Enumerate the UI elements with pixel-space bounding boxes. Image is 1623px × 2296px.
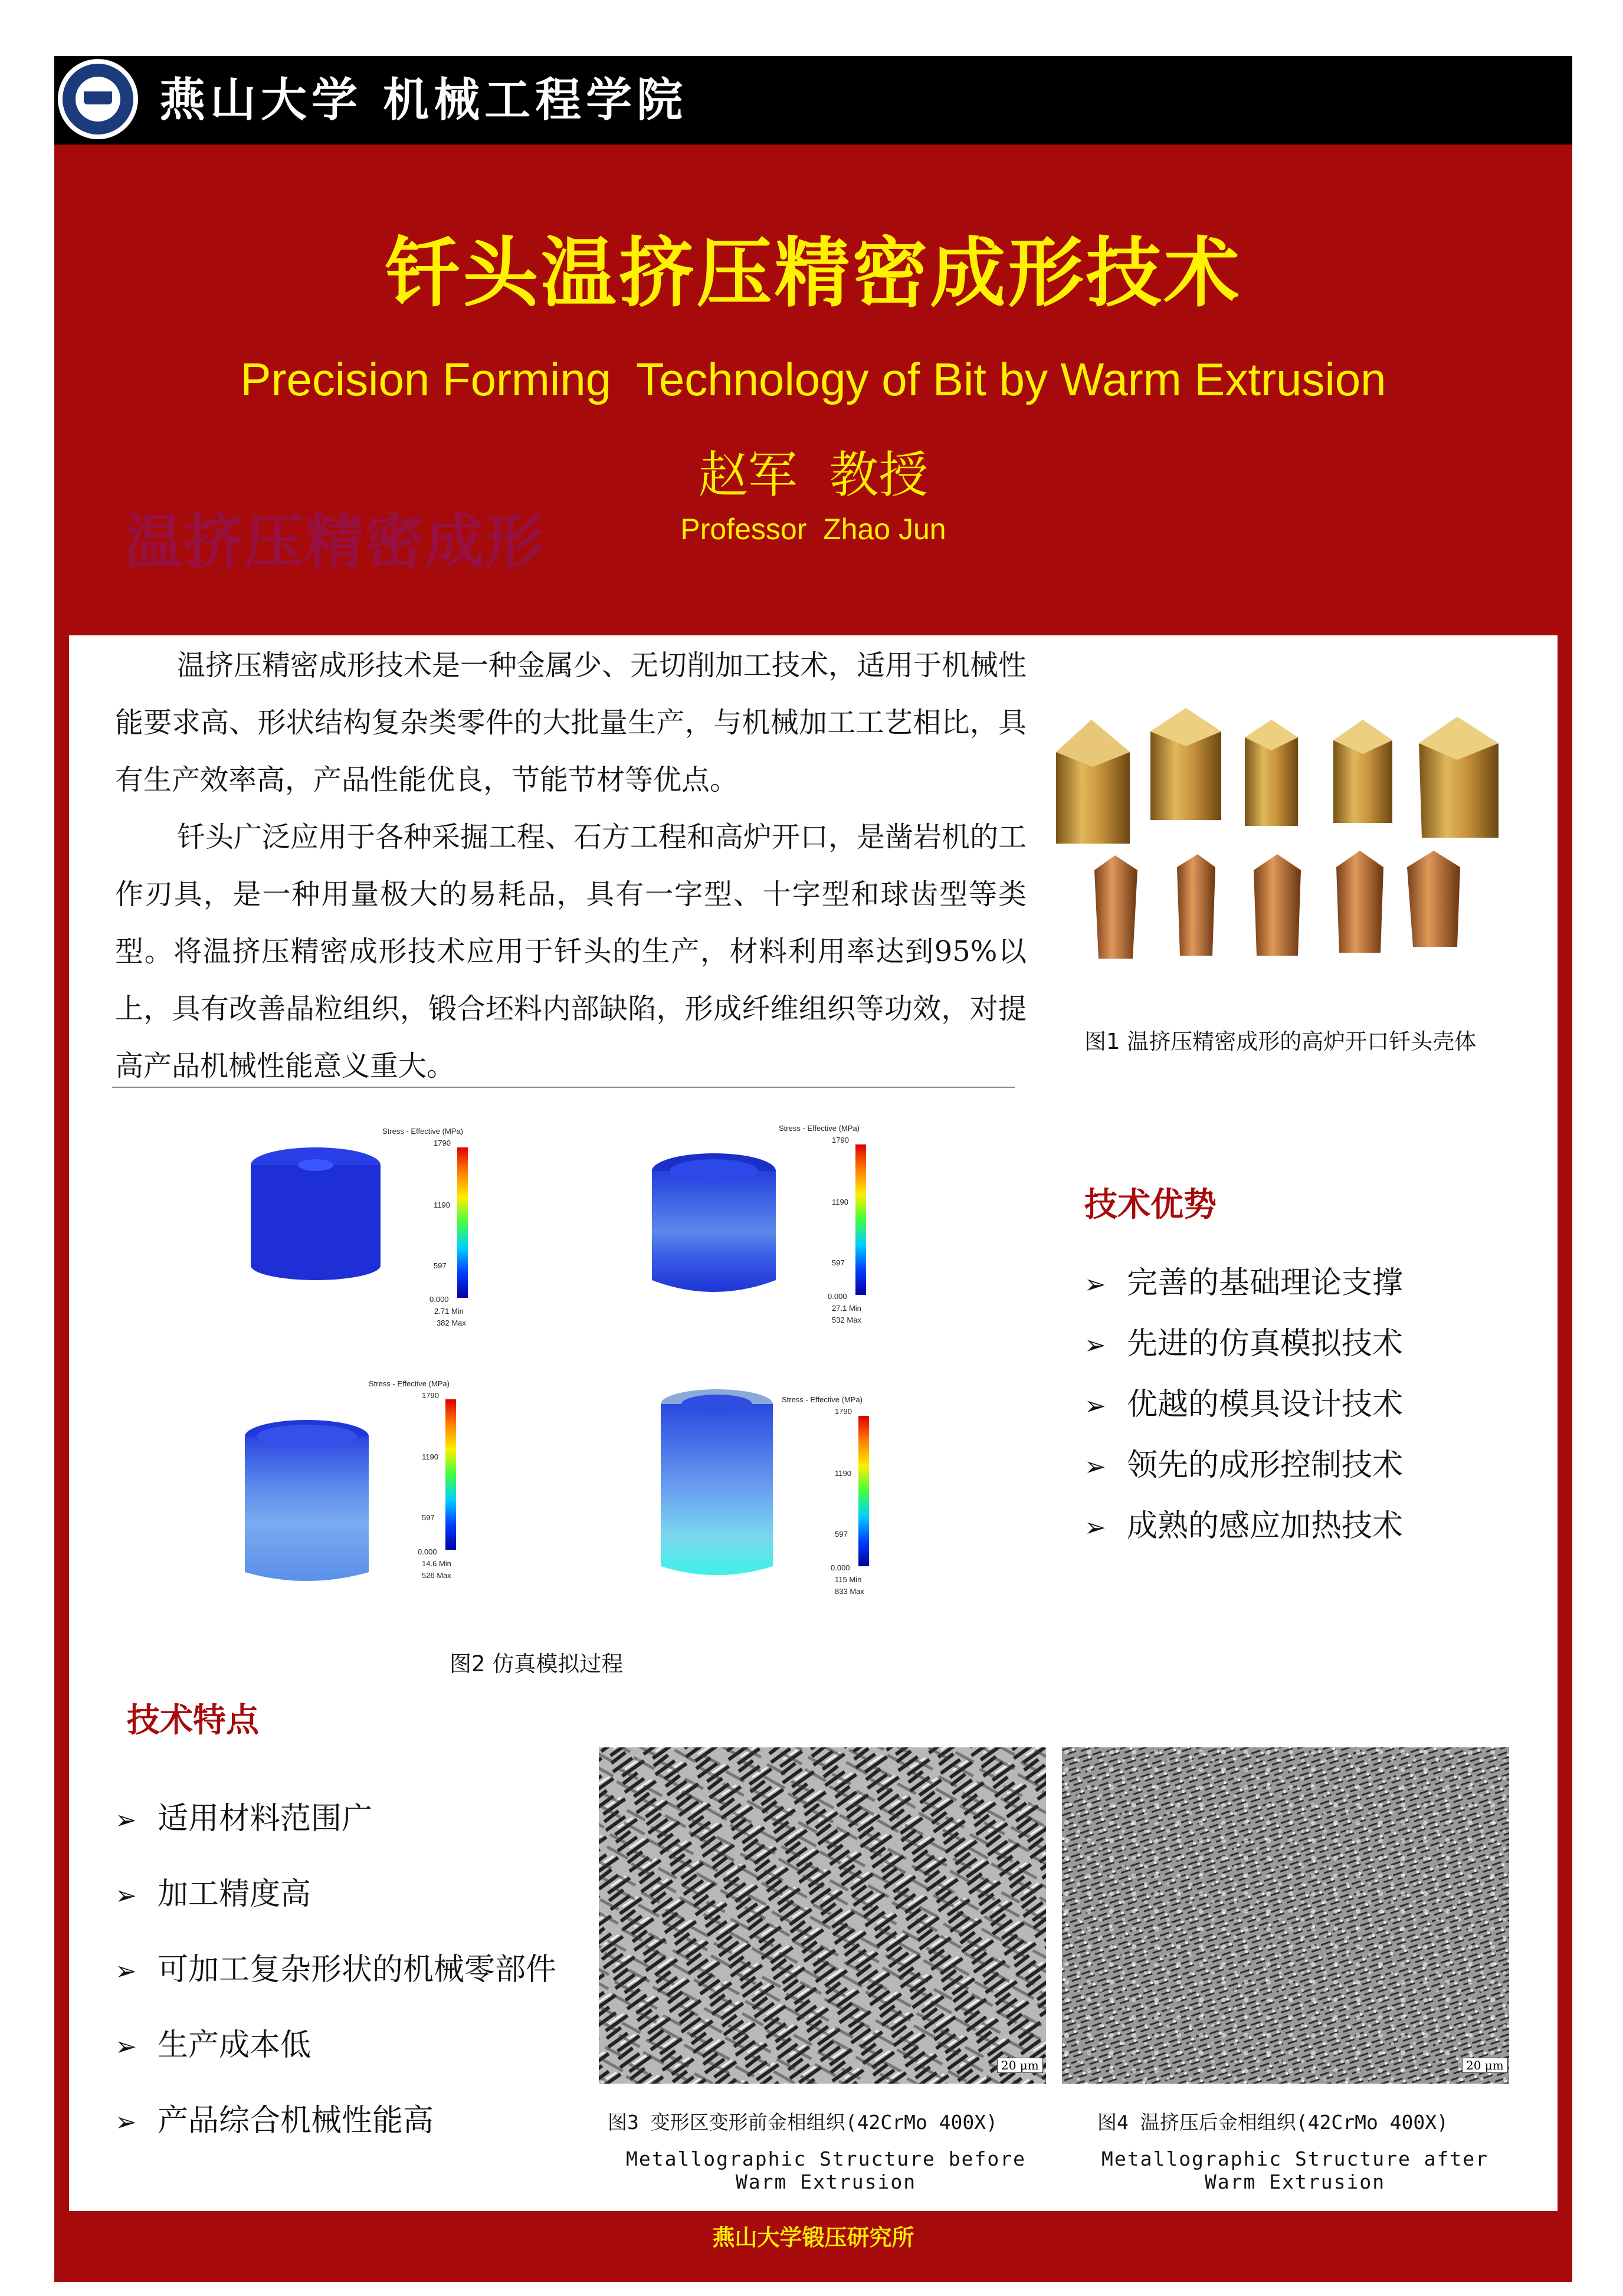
advantage-item: ➢ 先进的仿真模拟技术 [1084,1326,1404,1362]
author-english: Professor Zhao Jun [680,513,946,546]
tick-label: 597 [832,1258,845,1267]
figure-3-caption: 图3 变形区变形前金相组织(42CrMo 400X) [608,2111,998,2134]
figure-2-caption: 图2 仿真模拟过程 [450,1651,624,1677]
tick-label: 1190 [434,1201,450,1209]
tick-label: 1790 [422,1391,439,1400]
advantage-item: ➢ 完善的基础理论支撑 [1084,1265,1404,1301]
feature-item: ➢ 生产成本低 [115,2028,312,2063]
drill-bit-small-4 [1336,851,1383,953]
feature-item: ➢ 适用材料范围广 [115,1801,373,1836]
feature-item: ➢ 可加工复杂形状的机械零部件 [115,1952,557,1987]
tick-label: 1190 [835,1469,851,1478]
intro-paragraph-2: 钎头广泛应用于各种采掘工程、石方工程和高炉开口，是凿岩机的工作刃具，是一种用量极大的易耗品，具有一字型、十字型和球齿型等类型。将温挤压精密成形技术应用于钎头的生产，材料利用率达到95%以上，具有改善晶粒组织，锻合坯料内部缺陷，形成纤维组织等功效，对提高产品机械性能意义重大。 [115,821,1027,1083]
drill-bits-photo [1044,696,1528,973]
drill-bit-large-2 [1150,708,1221,820]
tick-label: 597 [835,1530,848,1539]
advantage-item: ➢ 成熟的感应加热技术 [1084,1508,1404,1544]
drill-bit-large-4 [1333,720,1392,823]
simulation-billet-4 [658,1386,776,1587]
min-value: 27.1 Min [832,1304,861,1313]
figure-4-caption: 图4 温挤压后金相组织(42CrMo 400X) [1097,2111,1449,2134]
drill-bit-large-5 [1419,717,1499,838]
frame-right [1558,635,1572,2281]
drill-bit-large-1 [1056,720,1130,844]
tick-label: 1790 [835,1407,852,1416]
max-value: 526 Max [422,1571,451,1580]
stress-colorbar [858,1416,869,1566]
features-heading: 技术特点 [127,1701,259,1740]
simulation-billet-3 [242,1416,372,1593]
drill-bit-small-5 [1407,851,1460,947]
figure-3-caption-english: Metallographic Structure before Warm Extrusion [626,2147,1026,2193]
stress-colorbar [445,1399,456,1550]
tick-label: 1190 [832,1198,848,1206]
min-value: 2.71 Min [434,1307,464,1316]
frame-left [54,635,69,2281]
feature-item: ➢ 加工精度高 [115,1877,312,1912]
title-chinese: 钎头温挤压精密成形技术 [385,229,1242,317]
author-chinese: 赵军 教授 [698,446,929,504]
legend-title: Stress - Effective (MPa) [369,1379,450,1388]
drill-bit-small-1 [1094,855,1137,959]
drill-bit-small-2 [1177,854,1215,956]
tick-label: 0.000 [418,1547,437,1556]
tick-label: 1790 [434,1139,451,1147]
max-value: 532 Max [832,1316,861,1324]
feature-item: ➢ 产品综合机械性能高 [115,2103,434,2138]
min-value: 115 Min [835,1575,862,1584]
simulation-billet-2 [649,1150,779,1304]
drill-bit-large-3 [1245,720,1298,826]
advantages-heading: 技术优势 [1084,1186,1217,1224]
intro-paragraph-1: 温挤压精密成形技术是一种金属少、无切削加工技术，适用于机械性能要求高、形状结构复杂类零件的大批量生产，与机械加工工艺相比，具有生产效率高，产品性能优良，节能节材等优点。 [115,649,1027,796]
tick-label: 597 [422,1513,435,1522]
watermark-text: 温挤压精密成形 [124,507,545,576]
figure-4-caption-english: Metallographic Structure after Warm Extrusion [1101,2147,1489,2193]
section-divider [112,1087,1015,1088]
simulation-figure [224,1109,891,1622]
scale-bar: 20 μm [997,2058,1043,2073]
tick-label: 1190 [422,1452,438,1461]
tick-label: 0.000 [429,1295,449,1304]
tick-label: 0.000 [831,1563,850,1572]
legend-title: Stress - Effective (MPa) [782,1395,863,1404]
max-value: 833 Max [835,1587,864,1596]
legend-title: Stress - Effective (MPa) [779,1124,860,1133]
title-english: Precision Forming Technology of Bit by Warm Extrusion [240,353,1386,405]
micrograph-after [1062,1747,1509,2084]
stress-colorbar [457,1147,468,1298]
drill-bit-small-3 [1254,854,1301,956]
advantage-item: ➢ 优越的模具设计技术 [1084,1387,1404,1422]
intro-text [115,637,1027,1095]
footer-text: 燕山大学锻压研究所 [712,2225,914,2251]
stress-colorbar [855,1144,866,1295]
figure-1-caption: 图1 温挤压精密成形的高炉开口钎头壳体 [1084,1029,1477,1054]
advantage-item: ➢ 领先的成形控制技术 [1084,1448,1404,1483]
min-value: 14.6 Min [422,1559,451,1568]
college-name: 燕山大学 机械工程学院 [159,74,688,127]
simulation-billet-1 [248,1144,383,1286]
max-value: 382 Max [437,1318,466,1327]
tick-label: 597 [434,1261,447,1270]
legend-title: Stress - Effective (MPa) [382,1127,464,1136]
university-logo-icon: 1920 [58,59,138,139]
scale-bar: 20 μm [1462,2058,1508,2073]
micrograph-before [599,1747,1046,2084]
tick-label: 0.000 [828,1292,847,1301]
tick-label: 1790 [832,1136,849,1144]
